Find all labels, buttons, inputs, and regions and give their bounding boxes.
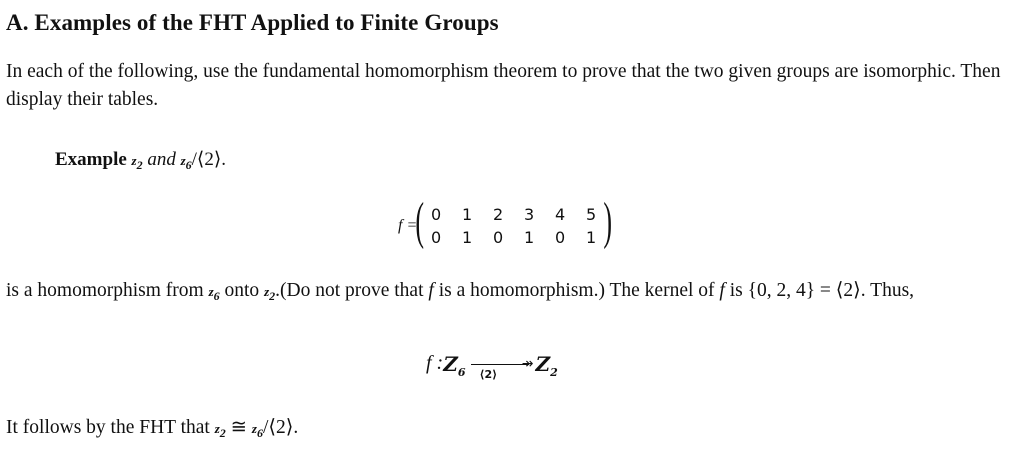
example-heading — [55, 148, 226, 173]
matrix-top-cell: 2 — [492, 205, 504, 224]
codomain-group: $Z_2$ — [535, 352, 558, 379]
map-prefix: f : — [426, 352, 444, 374]
group-z6: z6 — [180, 153, 192, 172]
left-paren: ( — [415, 193, 425, 250]
arrow-label: ⟨2⟩ — [479, 368, 498, 381]
matrix-top-cell: 5 — [585, 205, 597, 224]
matrix-top-cell: 3 — [523, 205, 535, 224]
body-paragraph: is a homomorphism from z6 onto z2.(Do not prove that f is a homomorphism.) The kernel of f is {0, 2, 4} = ⟨2⟩. Thus, — [6, 280, 915, 303]
group-z6: z6 — [251, 421, 263, 440]
surjection-arrow — [471, 352, 534, 388]
function-matrix — [421, 205, 607, 247]
domain-group: $Z_6$ — [443, 352, 466, 379]
matrix-top-cell: 4 — [554, 205, 566, 224]
matrix-bottom-cell: 1 — [585, 228, 597, 247]
group-z2: z2 — [214, 421, 226, 440]
section-title: A. Examples of the FHT Applied to Finite Groups — [6, 10, 499, 35]
matrix-top-cell: 0 — [430, 205, 442, 224]
function-name: f = — [398, 217, 418, 234]
quotient-map — [426, 352, 558, 388]
group-z2: z2 — [264, 284, 276, 303]
right-paren: ) — [602, 193, 612, 250]
matrix-bottom-cell: 1 — [461, 228, 473, 247]
group-z6: z6 — [208, 284, 220, 303]
example-and: and — [147, 149, 176, 170]
intro-paragraph: In each of the following, use the fundamental homomorphism theorem to prove that the two given groups are isomorphic. Then display their tables. — [6, 61, 1001, 110]
example-quotient: /⟨2⟩. — [191, 149, 227, 170]
matrix-bottom-cell: 0 — [430, 228, 442, 247]
example-label: Example — [55, 149, 127, 170]
matrix-top-cell: 1 — [461, 205, 473, 224]
group-z2: z2 — [131, 153, 143, 172]
arrow-head-icon: ↠ — [521, 356, 534, 372]
conclusion-line: It follows by the FHT that z2 ≅ z6/⟨2⟩. — [6, 417, 299, 440]
function-definition — [398, 193, 612, 252]
matrix-bottom-cell: 1 — [523, 228, 535, 247]
matrix-bottom-cell: 0 — [554, 228, 566, 247]
matrix-bottom-cell: 0 — [492, 228, 504, 247]
